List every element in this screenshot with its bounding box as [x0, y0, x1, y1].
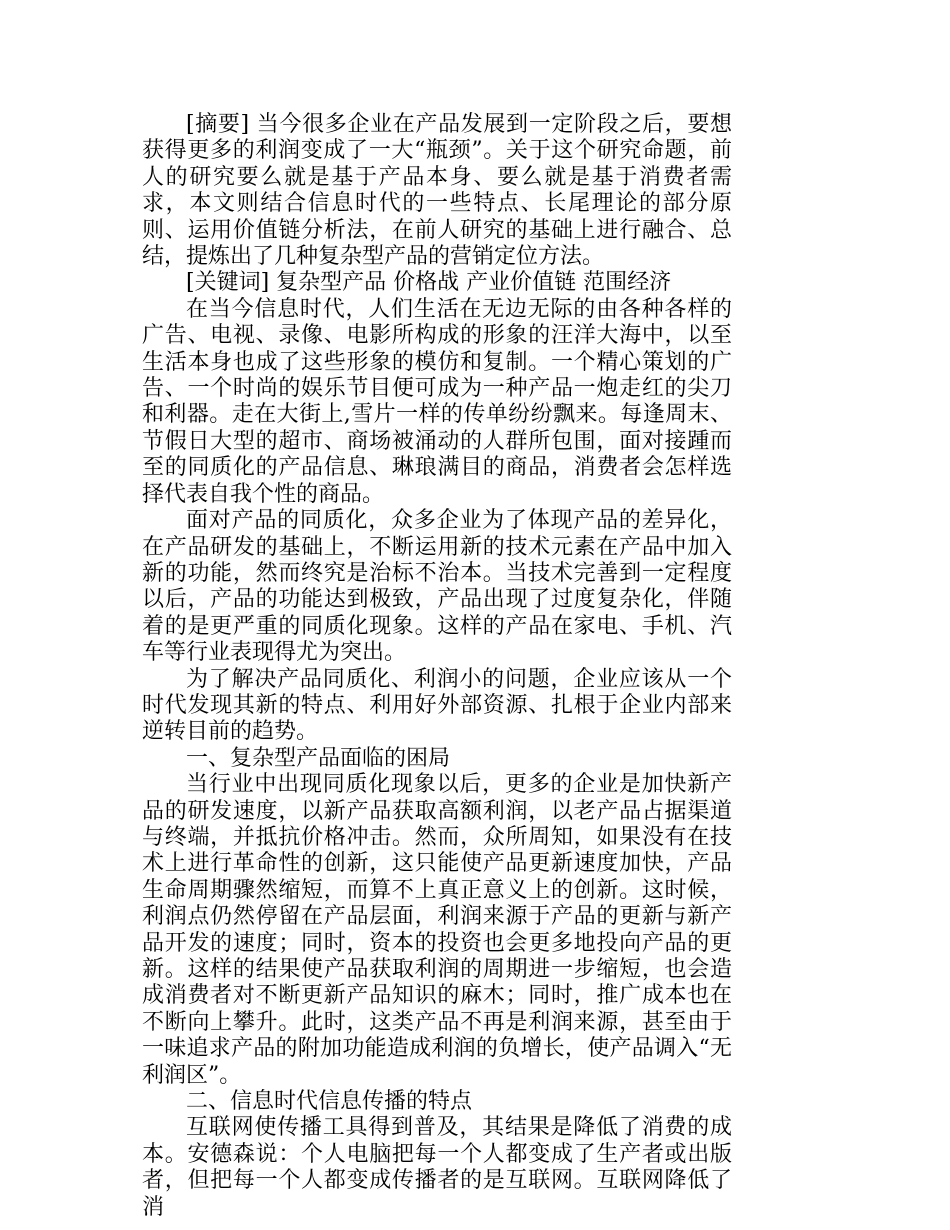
section-heading-1: 一、复杂型产品面临的困局	[186, 745, 451, 771]
body-paragraph-4: 当行业中出现同质化现象以后，更多的企业是加快新产品的研发速度，以新产品获取高额利润，以老产品占据渠道与终端，并抵抗价格冲击。然而，众所周知，如果没有在技术上进行革命性的创新，这只能使产品更新速度加快，产品生命周期骤然缩短，而算不上真正意义上的创新。这时候，利润点仍然停留在产品层面，利润来源于产品的更新与新产品开发的速度；同时，资本的投资也会更多地投向产品的更新。这样的结果使产品获取利润的周期进一步缩短，也会造成消费者对不断更新产品知识的麻木；同时，推广成本也在不断向上攀升。此时，这类产品不再是利润来源，甚至由于一味追求产品的附加功能造成利润的负增长，使产品调入“无利润区”。	[142, 772, 732, 1088]
body-paragraph-3: 为了解决产品同质化、利润小的问题，企业应该从一个时代发现其新的特点、利用好外部资源、扎根于企业内部来逆转目前的趋势。	[142, 666, 732, 745]
section-heading-2: 二、信息时代信息传播的特点	[186, 1089, 473, 1115]
body-paragraph-5: 互联网使传播工具得到普及，其结果是降低了消费的成本。安德森说：个人电脑把每一个人都变成了生产者或出版者，但把每一个人都变成传播者的是互联网。互联网降低了消	[142, 1115, 732, 1220]
document-body	[142, 112, 732, 1221]
body-paragraph-2: 面对产品的同质化，众多企业为了体现产品的差异化，在产品研发的基础上，不断运用新的技术元素在产品中加入新的功能，然而终究是治标不治本。当技术完善到一定程度以后，产品的功能达到极致，产品出现了过度复杂化，伴随着的是更严重的同质化现象。这样的产品在家电、手机、汽车等行业表现得尤为突出。	[142, 508, 732, 666]
abstract-paragraph: [摘要] 当今很多企业在产品发展到一定阶段之后，要想获得更多的利润变成了一大“瓶颈”。关于这个研究命题，前人的研究要么就是基于产品本身、要么就是基于消费者需求，本文则结合信息时代的一些特点、长尾理论的部分原则、运用价值链分析法，在前人研究的基础上进行融合、总结，提炼出了几种复杂型产品的营销定位方法。	[142, 112, 732, 270]
body-paragraph-1: 在当今信息时代，人们生活在无边无际的由各种各样的广告、电视、录像、电影所构成的形象的汪洋大海中，以至生活本身也成了这些形象的模仿和复制。一个精心策划的广告、一个时尚的娱乐节目便可成为一种产品一炮走红的尖刀和利器。走在大街上,雪片一样的传单纷纷飘来。每逢周末、节假日大型的超市、商场被涌动的人群所包围，面对接踵而至的同质化的产品信息、琳琅满目的商品，消费者会怎样选择代表自我个性的商品。	[142, 296, 732, 507]
keywords-paragraph: [关键词] 复杂型产品 价格战 产业价值链 范围经济	[186, 270, 672, 296]
